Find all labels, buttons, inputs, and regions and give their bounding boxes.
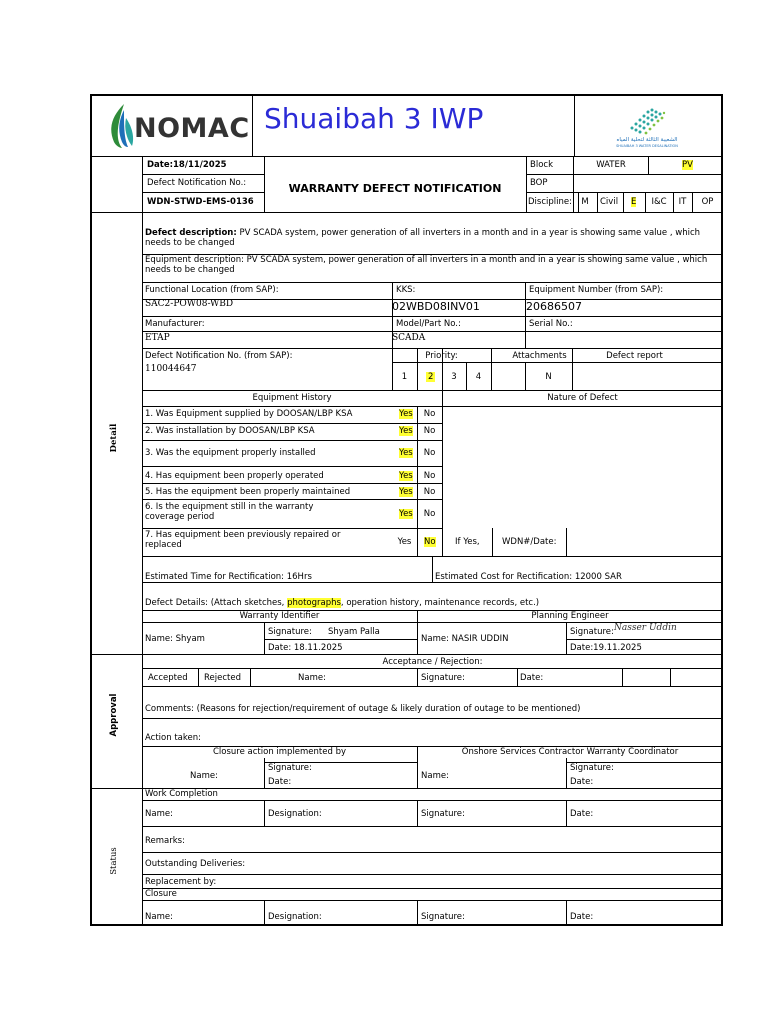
answer-6-no: No: [423, 509, 436, 519]
discipline-ic: I&C: [651, 197, 667, 207]
defect-description: [145, 228, 720, 248]
question-7: 7. Has equipment been previously repaired or replaced: [145, 530, 341, 550]
answer-3-no: No: [423, 448, 436, 458]
closure-action-label: Closure action implemented by: [212, 747, 347, 757]
discipline-m: M: [581, 197, 589, 207]
defect-description-text: PV SCADA system, power generation of all inverters in a month and in a year is showing same value , which needs to be changed: [145, 228, 701, 248]
defect-notification-no-label: Defect Notification No.:: [147, 178, 247, 188]
outstanding-deliveries-label: Outstanding Deliveries:: [145, 859, 246, 869]
wi-signature-label: Signature:: [268, 627, 312, 637]
answer-2-no: No: [423, 426, 436, 436]
model-value: SCADA: [392, 333, 426, 343]
question-2: 2. Was installation by DOOSAN/LBP KSA: [145, 426, 315, 436]
block-value: WATER: [596, 160, 626, 170]
nomac-flame-logo-icon: [104, 102, 138, 150]
notification-id: WDN-STWD-EMS-0136: [147, 197, 254, 207]
closure-signature-field-label: Signature:: [421, 912, 465, 922]
defect-details-highlight: photographs: [287, 598, 341, 608]
answer-4-yes: Yes: [399, 471, 413, 481]
discipline-civil: Civil: [600, 197, 619, 207]
wi-date: Date: 18.11.2025: [268, 643, 343, 653]
manufacturer-value: ETAP: [145, 333, 170, 343]
defect-details-prefix: Defect Details: (Attach sketches,: [145, 598, 288, 608]
question-1: 1. Was Equipment supplied by DOOSAN/LBP KSA: [145, 409, 353, 419]
serial-label: Serial No.:: [529, 319, 573, 329]
acceptance-label: Acceptance / Rejection:: [382, 657, 483, 667]
defect-details-suffix: , operation history, maintenance records, etc.): [340, 598, 540, 608]
manufacturer-label: Manufacturer:: [145, 319, 205, 329]
approval-date-label: Date:: [520, 673, 544, 683]
defect-details: [145, 598, 539, 608]
wc-designation-label: Designation:: [268, 809, 322, 819]
attachments-label: Attachments: [512, 351, 567, 361]
answer-7-no: No: [424, 537, 436, 547]
nature-of-defect-label: Nature of Defect: [547, 393, 618, 403]
block-label: Block: [530, 160, 553, 170]
question-5: 5. Has the equipment been properly maintained: [145, 487, 351, 497]
warranty-identifier-label: Warranty Identifier: [239, 611, 320, 621]
accepted-option[interactable]: Accepted: [148, 673, 188, 683]
answer-4-no: No: [423, 471, 436, 481]
priority-4: 4: [475, 372, 482, 382]
estimated-time: Estimated Time for Rectification: 16Hrs: [145, 572, 312, 582]
block-pv: PV: [682, 160, 693, 170]
answer-5-no: No: [423, 487, 436, 497]
project-title: Shuaibah 3 IWP: [264, 102, 484, 135]
priority-1: 1: [401, 372, 408, 382]
defect-description-label: Defect description:: [145, 228, 237, 238]
date-field: Date:18/11/2025: [147, 160, 227, 170]
equipment-history-label: Equipment History: [252, 393, 332, 403]
closure-designation-label: Designation:: [268, 912, 322, 922]
bop-label: BOP: [530, 178, 548, 188]
discipline-label: Discipline:: [528, 197, 572, 207]
kks-value: 02WBD08INV01: [392, 300, 480, 313]
pe-name: Name: NASIR UDDIN: [421, 634, 509, 644]
approval-signature-label: Signature:: [421, 673, 465, 683]
partner-logo-arabic: الشعيبة الثالثة لتحلية المياه: [616, 137, 678, 143]
functional-location-label: Functional Location (from SAP):: [145, 285, 279, 295]
wi-signature: Shyam Palla: [328, 627, 380, 637]
wi-name: Name: Shyam: [145, 634, 205, 644]
status-side-label: Status: [109, 847, 119, 875]
priority-2: 2: [428, 372, 434, 382]
wc-signature-label: Signature:: [421, 809, 465, 819]
answer-6-yes: Yes: [399, 509, 413, 519]
planning-engineer-label: Planning Engineer: [531, 611, 609, 621]
question-6: 6. Is the equipment still in the warranty coverage period: [145, 502, 314, 522]
closure-date-field-label: Date:: [570, 912, 594, 922]
rejected-option[interactable]: Rejected: [204, 673, 241, 683]
answer-5-yes: Yes: [399, 487, 413, 497]
sap-notification-value: 110044647: [145, 364, 197, 374]
pe-signature: Nasser Uddin: [614, 623, 677, 633]
company-logo-text: NOMAC: [134, 113, 250, 144]
action-taken: Action taken:: [145, 733, 201, 743]
answer-7-yes: Yes: [397, 537, 412, 547]
onshore-coordinator-label: Onshore Services Contractor Warranty Coordinator: [461, 747, 679, 757]
warranty-defect-form: [90, 94, 723, 926]
defect-report-label: Defect report: [606, 351, 663, 361]
onshore-signature-label: Signature:: [570, 763, 614, 773]
approval-side-label: Approval: [109, 693, 119, 737]
closure-date-label: Date:: [268, 777, 292, 787]
partner-logo-english: SHUAIBAH 3 WATER DESALINATION: [616, 144, 678, 148]
closure-name-field-label: Name:: [145, 912, 173, 922]
functional-location-value: SAC2-POW08-WBD: [145, 299, 234, 309]
equipment-number-label: Equipment Number (from SAP):: [529, 285, 664, 295]
estimated-cost: Estimated Cost for Rectification: 12000 SAR: [435, 572, 622, 582]
attachments-value: N: [545, 372, 552, 382]
answer-1-yes: Yes: [399, 409, 413, 419]
sap-notification-label: Defect Notification No. (from SAP):: [145, 351, 293, 361]
if-yes-label: If Yes,: [455, 537, 480, 547]
discipline-op: OP: [701, 197, 714, 207]
equipment-number-value: 20686507: [526, 300, 582, 313]
priority-3: 3: [451, 372, 457, 382]
work-completion-label: Work Completion: [145, 789, 218, 799]
wdn-date-label: WDN#/Date:: [502, 537, 557, 547]
kks-label: KKS:: [396, 285, 416, 295]
closure-label: Closure: [145, 889, 177, 899]
closure-name-label: Name:: [190, 771, 218, 781]
answer-2-yes: Yes: [399, 426, 413, 436]
remarks-label: Remarks:: [145, 836, 185, 846]
pe-date: Date:19.11.2025: [570, 643, 642, 653]
discipline-e: E: [631, 197, 637, 207]
model-label: Model/Part No.:: [396, 319, 461, 329]
form-title: WARRANTY DEFECT NOTIFICATION: [288, 182, 502, 195]
approval-name-label: Name:: [298, 673, 326, 683]
partner-dotted-logo-icon: [622, 104, 672, 138]
wc-name-label: Name:: [145, 809, 173, 819]
priority-label: Priority:: [425, 351, 458, 361]
wc-date-label: Date:: [570, 809, 594, 819]
discipline-it: IT: [678, 197, 687, 207]
approval-comments: Comments: (Reasons for rejection/requirement of outage & likely duration of outage to be mentioned): [145, 704, 581, 714]
question-4: 4. Has equipment been properly operated: [145, 471, 324, 481]
onshore-name-label: Name:: [421, 771, 449, 781]
closure-signature-label: Signature:: [268, 763, 312, 773]
answer-3-yes: Yes: [399, 448, 413, 458]
onshore-date-label: Date:: [570, 777, 594, 787]
answer-1-no: No: [423, 409, 436, 419]
equipment-description: Equipment description: PV SCADA system, power generation of all inverters in a month and in a year is showing same value , which needs to be changed: [145, 255, 708, 275]
pe-signature-label: Signature:: [570, 627, 614, 637]
replacement-by-label: Replacement by:: [145, 877, 217, 887]
detail-side-label: Detail: [109, 423, 119, 453]
question-3: 3. Was the equipment properly installed: [145, 448, 316, 458]
